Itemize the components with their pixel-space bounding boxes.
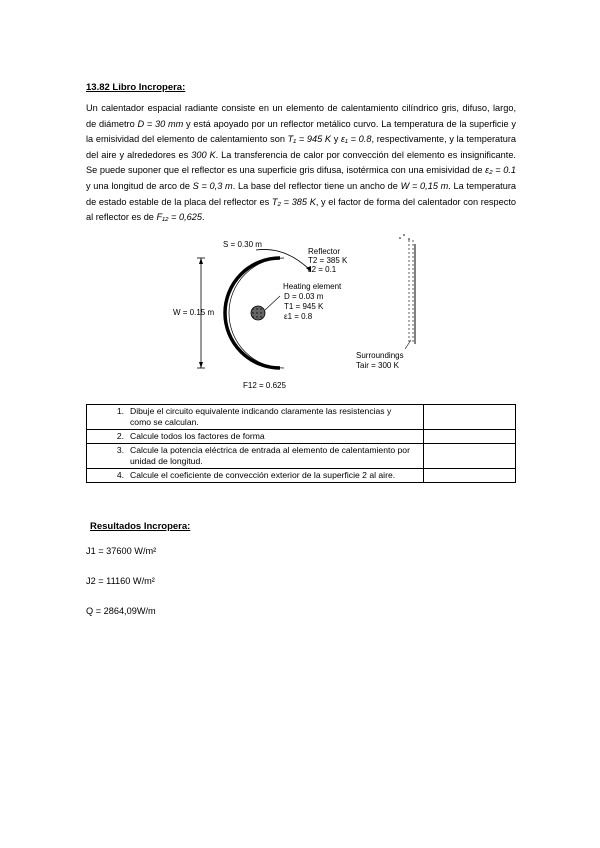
table-row [87, 444, 516, 469]
diameter-label: D = 0.03 m [284, 292, 324, 301]
results-title: Resultados Incropera: [90, 521, 191, 532]
answer-cell [424, 444, 516, 469]
reflector-temp-label: T2 = 385 K [308, 256, 348, 265]
answer-cell [424, 405, 516, 430]
task-text: Dibuje el circuito equivalente indicando claramente las resistencias y como se calculan. [130, 406, 392, 427]
task-text: Calcule el coeficiente de convección exterior de la superficie 2 al aire. [130, 470, 396, 480]
heating-element-label: Heating element [283, 282, 342, 291]
air-temp-label: Tair = 300 K [356, 361, 399, 370]
reflector-emissivity-label: ε2 = 0.1 [308, 265, 337, 274]
answer-cell [424, 430, 516, 444]
result-q: Q = 2864,09W/m [86, 606, 156, 616]
table-row [87, 430, 516, 444]
reflector-label: Reflector [308, 247, 341, 256]
problem-statement: Un calentador espacial radiante consiste en un elemento de calentamiento cilíndrico gris, difuso, largo, de diámetro D = 30 mm y está apoyado por un reflector metálico curvo. La temperatura de la superficie y la emisividad del elemento de calentamiento son T₁ = 945 K y ε₁ = 0.8, respectivamente, y la temperatura del aire y alrededores es 300 K. La transferencia de calor por convección del elemento es insignificante. Se puede suponer que el reflector es una superficie gris difusa, isotérmica con una emisividad de ε₂ = 0.1 y una longitud de arco de S = 0,3 m. La base del reflector tiene un ancho de W = 0,15 m. La temperatura de estado estable de la placa del reflector es T₂ = 385 K, y el factor de forma del calentador con respecto al reflector es de F₁₂ = 0,625. [86, 103, 517, 223]
task-number: 4. [116, 470, 124, 480]
result-j1: J1 = 37600 W/m² [86, 546, 157, 556]
table-row [87, 469, 516, 483]
arc-length-label: S = 0.30 m [223, 240, 262, 249]
task-number: 2. [116, 431, 124, 441]
answer-cell [424, 469, 516, 483]
heater-emissivity-label: ε1 = 0.8 [284, 312, 313, 321]
width-label: W = 0.15 m [173, 308, 215, 317]
task-table [86, 404, 516, 483]
view-factor-label: F12 = 0.625 [243, 381, 286, 390]
task-number: 3. [116, 445, 124, 455]
heater-temp-label: T1 = 945 K [284, 302, 324, 311]
problem-heading: 13.82 Libro Incropera: [86, 82, 186, 93]
table-row [87, 405, 516, 430]
task-text: Calcule todos los factores de forma [130, 431, 265, 441]
result-j2: J2 = 11160 W/m² [86, 576, 155, 586]
heater-reflector-figure [160, 228, 450, 398]
task-text: Calcule la potencia eléctrica de entrada al elemento de calentamiento por unidad de longitud. [130, 445, 410, 466]
surroundings-label: Surroundings [356, 351, 404, 360]
task-number: 1. [116, 406, 124, 416]
